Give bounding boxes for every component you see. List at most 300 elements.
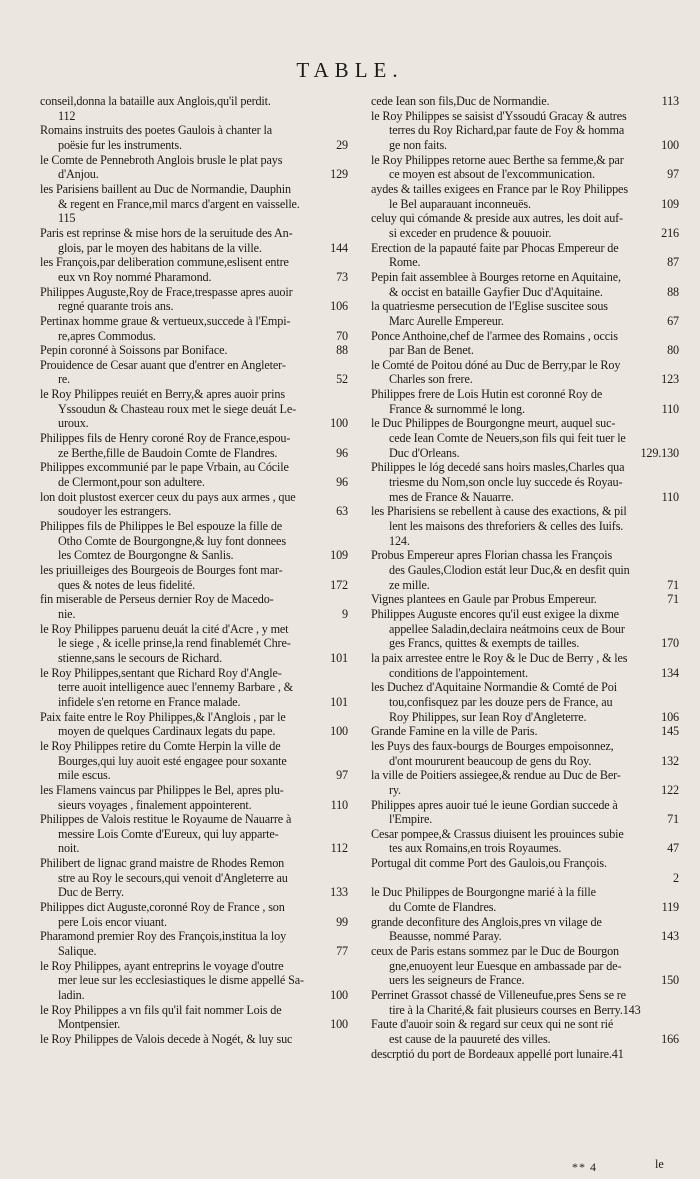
page-reference: 106 — [330, 299, 348, 314]
entry-text: & regent en France,mil marcs d'argent en vaisselle. — [58, 196, 300, 211]
page-title: TABLE. — [296, 58, 404, 82]
entry-text: le Bel auparauant inconneuës. — [389, 196, 531, 211]
entry-line — [40, 900, 348, 915]
entry-text: Prouidence de Cesar auant que d'entrer en Angleter- — [40, 357, 286, 372]
entry-text: le Comté de Poitou dóné au Duc de Berry,par le Roy — [371, 357, 621, 372]
entry-line — [371, 226, 679, 241]
entry-line — [371, 343, 679, 358]
entry-line — [40, 754, 348, 769]
page-reference: 100 — [330, 416, 348, 431]
entry-text: Grande Famine en la ville de Paris. — [371, 724, 538, 739]
entry-text: Roy Philippes, sur Iean Roy d'Angleterre. — [389, 709, 587, 724]
entry-text: celuy qui cómande & preside aux autres, les doit auf- — [371, 211, 623, 226]
entry-line — [40, 94, 348, 109]
entry-line — [40, 798, 348, 813]
entry-line — [40, 387, 348, 402]
page-reference: 70 — [336, 328, 348, 343]
entry-text: Paris est reprinse & mise hors de la seruitude des An- — [40, 225, 293, 240]
entry-line — [371, 94, 679, 109]
index-entry — [371, 504, 679, 548]
page-reference: 132 — [661, 753, 679, 768]
entry-line — [40, 841, 348, 856]
entry-text: glois, par le moyen des habitans de la ville. — [58, 240, 262, 255]
entry-line — [40, 358, 348, 373]
entry-text: fin miserable de Perseus dernier Roy de Macedo- — [40, 592, 274, 607]
entry-line — [40, 372, 348, 387]
entry-line — [40, 270, 348, 285]
entry-text: Yssoudun & Chasteau roux met le siege deuát Le- — [58, 401, 296, 416]
entry-line — [371, 798, 679, 813]
page-reference: 134 — [661, 665, 679, 680]
entry-text: le Roy Philippes retorne auec Berthe sa femme,& par — [371, 152, 624, 167]
index-entry — [40, 343, 348, 358]
page-reference: 100 — [330, 988, 348, 1003]
entry-line — [371, 153, 679, 168]
entry-line — [40, 446, 348, 461]
entry-text: Philippes le lóg decedé sans hoirs masles,Charles qua — [371, 460, 625, 475]
index-entry — [40, 563, 348, 592]
entry-text: par Ban de Benet. — [389, 343, 474, 358]
entry-text: la quatriesme persecution de l'Eglise suscitee sous — [371, 299, 608, 314]
entry-line — [40, 504, 348, 519]
entry-text: Pepin fait assemblee à Bourges retorne en Aquitaine, — [371, 269, 621, 284]
entry-line — [40, 138, 348, 153]
entry-line — [371, 167, 679, 182]
entry-line — [371, 490, 679, 505]
entry-text: Philippes apres auoir tué le ieune Gordian succede à — [371, 797, 618, 812]
entry-line — [40, 475, 348, 490]
page-reference: 110 — [661, 489, 679, 504]
entry-text: ges Francs, quittes & exempts de tailles. — [389, 636, 580, 651]
entry-text: Marc Aurelle Empereur. — [389, 313, 504, 328]
entry-text: lent les maisons des threforiers & celles des Iuifs. — [389, 519, 624, 534]
entry-line — [371, 387, 679, 402]
entry-text: uroux. — [58, 416, 89, 431]
entry-text: le Duc Philippes de Bourgongne meurt, auquel suc- — [371, 416, 616, 431]
entry-line — [40, 578, 348, 593]
entry-line — [371, 182, 679, 197]
entry-text: Ponce Anthoine,chef de l'armee des Romains , occis — [371, 328, 618, 343]
index-entry — [40, 929, 348, 958]
page-reference: 122 — [661, 782, 679, 797]
entry-text: mile escus. — [58, 768, 111, 783]
entry-text: stienne,sans le secours de Richard. — [58, 650, 222, 665]
entry-text: Duc d'Orleans. — [389, 445, 460, 460]
entry-line — [371, 636, 679, 651]
page-reference: 145 — [661, 724, 679, 739]
entry-line — [40, 622, 348, 637]
entry-text: le Roy Philippes,sentant que Richard Roy d'Angle- — [40, 665, 282, 680]
entry-line — [371, 241, 679, 256]
entry-text: re,apres Commodus. — [58, 328, 156, 343]
entry-text: ge non faits. — [389, 137, 447, 152]
index-entry — [40, 358, 348, 387]
index-entry — [40, 519, 348, 563]
entry-text: stre au Roy le secours,qui venoit d'Angleterre au — [58, 870, 288, 885]
entry-text: eux vn Roy nommé Pharamond. — [58, 269, 212, 284]
index-entry — [40, 959, 348, 1003]
index-entry — [371, 915, 679, 944]
entry-line — [371, 783, 679, 798]
entry-line — [371, 607, 679, 622]
page-reference: 80 — [667, 343, 679, 358]
catchword: le — [655, 1157, 664, 1171]
index-entry — [371, 270, 679, 299]
entry-line — [40, 929, 348, 944]
entry-text: Portugal dit comme Port des Gaulois,ou François. — [371, 856, 607, 871]
entry-line — [40, 123, 348, 138]
index-entry — [371, 768, 679, 797]
index-entry — [371, 1047, 679, 1062]
entry-line — [371, 812, 679, 827]
index-entry — [40, 856, 348, 900]
entry-line — [371, 827, 679, 842]
index-entry — [40, 1032, 348, 1047]
index-entry — [371, 856, 679, 885]
entry-text: le siege , & icelle prinse,la rend finablemét Chre- — [58, 636, 291, 651]
index-entry — [371, 680, 679, 724]
entry-line — [371, 944, 679, 959]
page-reference: 170 — [661, 636, 679, 651]
index-entry — [371, 885, 679, 914]
entry-line — [371, 519, 679, 534]
entry-text: poësie fur les instruments. — [58, 137, 182, 152]
entry-line — [371, 446, 679, 461]
entry-text: ry. — [389, 782, 401, 797]
entry-text: ques & notes de leus fidelité. — [58, 577, 195, 592]
index-entry — [40, 739, 348, 783]
entry-line — [371, 973, 679, 988]
index-entry — [371, 182, 679, 211]
index-entry — [371, 739, 679, 768]
page-reference: 97 — [667, 167, 679, 182]
index-entry — [40, 622, 348, 666]
entry-text: Philippes de Valois restitue le Royaume de Nauarre à — [40, 812, 292, 827]
entry-text: les Duchez d'Aquitaine Normandie & Comté de Poi — [371, 680, 617, 695]
index-entry — [371, 241, 679, 270]
entry-text: les priuilleiges des Bourgeois de Bourges font mar- — [40, 563, 283, 577]
entry-text: grande deconfiture des Anglois,pres vn vilage de — [371, 914, 602, 929]
entry-line — [371, 754, 679, 769]
index-entry — [40, 900, 348, 929]
entry-text: des Gaules,Clodion estát leur Duc,& en desfit quin — [389, 563, 630, 577]
index-entry — [40, 387, 348, 431]
entry-line — [40, 783, 348, 798]
page-reference: 110 — [330, 797, 348, 812]
entry-text: le Roy Philippes paruenu deuát la cité d'Acre , y met — [40, 621, 289, 636]
index-entry — [40, 783, 348, 812]
entry-line — [40, 314, 348, 329]
entry-line — [371, 534, 679, 549]
entry-line — [371, 270, 679, 285]
entry-text: d'Anjou. — [58, 167, 99, 182]
entry-text: Romains instruits des poetes Gaulois à chanter la — [40, 123, 272, 138]
page-reference: 73 — [336, 269, 348, 284]
entry-line — [371, 1047, 679, 1062]
entry-line — [40, 944, 348, 959]
entry-text: messire Lois Comte d'Eureux, qui luy apparte- — [58, 826, 279, 841]
entry-text: sieurs voyages , finalement appointerent. — [58, 797, 252, 812]
entry-line — [371, 1017, 679, 1032]
entry-text: les Parisiens baillent au Duc de Normandie, Dauphin — [40, 181, 291, 196]
entry-text: Philibert de lignac grand maistre de Rhodes Remon — [40, 856, 285, 871]
entry-line — [371, 841, 679, 856]
index-entry — [40, 812, 348, 856]
entry-line — [371, 138, 679, 153]
entry-line — [40, 666, 348, 681]
entry-text: Salique. — [58, 944, 97, 959]
entry-line — [40, 534, 348, 549]
page-reference: 47 — [667, 841, 679, 856]
entry-text: soudoyer les estrangers. — [58, 504, 172, 519]
entry-text: pere Lois encor viuant. — [58, 914, 167, 929]
entry-text: la ville de Poitiers assiegee,& rendue au Duc de Ber- — [371, 768, 621, 783]
entry-line — [371, 504, 679, 519]
page-reference: 150 — [661, 973, 679, 988]
entry-text: 124. — [389, 533, 410, 548]
entry-line — [40, 959, 348, 974]
entry-line — [40, 988, 348, 1003]
entry-text: tou,confisquez par les douze pers de France, au — [389, 694, 613, 709]
entry-line — [371, 285, 679, 300]
page-reference: 123 — [661, 372, 679, 387]
index-entry — [371, 724, 679, 739]
entry-text: si exceder en prudence & pouuoir. — [389, 225, 552, 240]
entry-line — [40, 871, 348, 886]
entry-text: Philippes dict Auguste,coronné Roy de France , son — [40, 900, 285, 915]
entry-line — [40, 255, 348, 270]
index-entry — [371, 592, 679, 607]
entry-line — [40, 563, 348, 578]
entry-text: moyen de quelques Cardinaux legats du pape. — [58, 724, 276, 739]
entry-line — [371, 329, 679, 344]
entry-text: le Roy Philippes de Valois decede à Nogét, & luy suc — [40, 1032, 293, 1046]
index-entry — [40, 592, 348, 621]
entry-text: regné quarante trois ans. — [58, 299, 174, 314]
entry-text: le Comte de Pennebroth Anglois brusle le plat pays — [40, 152, 283, 167]
entry-line — [40, 197, 348, 212]
entry-text: re. — [58, 372, 71, 387]
entry-text: conditions de l'appointement. — [389, 665, 528, 680]
index-entry — [371, 944, 679, 988]
index-entry — [371, 988, 679, 1017]
entry-text: ze Berthe,fille de Baudoin Comte de Flandres. — [58, 445, 278, 460]
entry-text: le Roy Philippes a vn fils qu'il fait nommer Lois de — [40, 1002, 282, 1017]
page-reference: 100 — [330, 1017, 348, 1032]
entry-text: Pharamond premier Roy des François,institua la loy — [40, 929, 287, 944]
entry-text: Cesar pompee,& Crassus diuisent les prouinces subie — [371, 826, 624, 841]
entry-line — [40, 812, 348, 827]
index-entry — [40, 490, 348, 519]
entry-text: mer leue sur les ecclesiastiques le disme appellé Sa- — [58, 973, 304, 988]
index-entry — [371, 416, 679, 460]
entry-line — [40, 695, 348, 710]
entry-line — [40, 109, 348, 124]
entry-text: du Comte de Flandres. — [389, 900, 497, 915]
entry-text: & occist en bataille Gayfier Duc d'Aquitaine. — [389, 284, 603, 299]
index-entry — [40, 285, 348, 314]
entry-text: mes de France & Nauarre. — [389, 489, 514, 504]
entry-text: ce moyen est absout de l'excommunication. — [389, 167, 595, 182]
entry-line — [371, 959, 679, 974]
index-entry — [371, 153, 679, 182]
entry-line — [371, 460, 679, 475]
entry-line — [40, 460, 348, 475]
entry-line — [40, 226, 348, 241]
page-reference: 87 — [667, 255, 679, 270]
entry-text: Perrinet Grassot chassé de Villeneufue,pres Sens se re — [371, 988, 626, 1003]
index-entry — [40, 1003, 348, 1032]
entry-text: Paix faite entre le Roy Philippes,& l'Anglois , par le — [40, 709, 286, 724]
entry-text: cede Iean Comte de Neuers,son fils qui feit tuer le — [389, 431, 626, 446]
page-reference: 106 — [661, 709, 679, 724]
entry-line — [371, 710, 679, 725]
entry-text: lon doit plustost exercer ceux du pays aux armes , que — [40, 489, 296, 504]
entry-line — [40, 856, 348, 871]
index-entry — [371, 329, 679, 358]
page-reference: 71 — [667, 592, 679, 607]
entry-line — [40, 211, 348, 226]
entry-text: Philippes frere de Lois Hutin est coronné Roy de — [371, 387, 603, 402]
page-reference: 129.130 — [640, 445, 679, 460]
entry-text: uers les seigneurs de France. — [389, 973, 525, 988]
entry-text: Philippes fils de Philippes le Bel espouze la fille de — [40, 519, 283, 534]
entry-text: infidele s'en retorne en France malade. — [58, 694, 241, 709]
entry-text: cede Iean son fils,Duc de Normandie. — [371, 94, 550, 108]
entry-text: les Puys des faux-bourgs de Bourges empoisonnez, — [371, 738, 614, 753]
index-entry — [40, 431, 348, 460]
entry-text: la paix arrestee entre le Roy & le Duc de Berry , & les — [371, 650, 628, 665]
page-reference: 63 — [336, 504, 348, 519]
page-reference: 29 — [336, 137, 348, 152]
index-column-right — [371, 94, 679, 1061]
entry-line — [371, 431, 679, 446]
page-reference: 67 — [667, 313, 679, 328]
page-reference: 109 — [330, 548, 348, 563]
entry-line — [371, 768, 679, 783]
entry-line — [371, 856, 679, 871]
entry-line — [371, 1003, 679, 1018]
page-reference: 52 — [336, 372, 348, 387]
entry-line — [40, 153, 348, 168]
entry-line — [40, 241, 348, 256]
entry-line — [371, 416, 679, 431]
index-entry — [371, 798, 679, 827]
index-entry — [40, 226, 348, 255]
entry-line — [371, 255, 679, 270]
entry-text: ze mille. — [389, 577, 430, 592]
index-entry — [371, 827, 679, 856]
entry-line — [40, 490, 348, 505]
entry-line — [371, 666, 679, 681]
entry-text: triesme du Nom,son oncle luy succede és Royau- — [389, 475, 623, 490]
entry-line — [371, 372, 679, 387]
entry-line — [371, 651, 679, 666]
page-reference: 99 — [336, 914, 348, 929]
entry-line — [40, 1032, 348, 1047]
page-reference: 97 — [336, 768, 348, 783]
entry-text: les Flamens vaincus par Philippes le Bel, apres plu- — [40, 782, 284, 797]
page-reference: 71 — [667, 812, 679, 827]
entry-line — [40, 827, 348, 842]
entry-line — [371, 739, 679, 754]
entry-line — [371, 680, 679, 695]
entry-text: les François,par deliberation commune,eslisent entre — [40, 255, 289, 270]
page-reference: 110 — [661, 401, 679, 416]
entry-line — [40, 636, 348, 651]
index-entry — [40, 255, 348, 284]
index-entry — [371, 607, 679, 651]
entry-line — [371, 592, 679, 607]
entry-text: Beausse, nommé Paray. — [389, 929, 502, 944]
entry-line — [40, 285, 348, 300]
entry-line — [40, 548, 348, 563]
entry-text: Faute d'auoir soin & regard sur ceux qui ne sont rié — [371, 1017, 614, 1032]
entry-line — [40, 915, 348, 930]
page-reference: 119 — [661, 900, 679, 915]
entry-line — [371, 622, 679, 637]
entry-line — [371, 475, 679, 490]
page-reference: 101 — [330, 650, 348, 665]
entry-line — [371, 548, 679, 563]
page-reference: 9 — [342, 606, 348, 621]
entry-text: Philippes Auguste encores qu'il eust exigee la dixme — [371, 606, 619, 621]
entry-text: le Roy Philippes retire du Comte Herpin la ville de — [40, 738, 281, 753]
index-entry — [40, 153, 348, 182]
page-reference: 96 — [336, 445, 348, 460]
entry-text: Philippes fils de Henry coroné Roy de France,espou- — [40, 431, 291, 446]
entry-line — [371, 724, 679, 739]
entry-line — [40, 182, 348, 197]
entry-line — [371, 109, 679, 124]
entry-line — [40, 973, 348, 988]
entry-text: Vignes plantees en Gaule par Probus Empereur. — [371, 592, 597, 607]
page-reference: 216 — [661, 225, 679, 240]
entry-text: le Duc Philippes de Bourgongne marié à la fille — [371, 885, 596, 900]
entry-line — [40, 1017, 348, 1032]
entry-text: descrptió du port de Bordeaux appellé port lunaire.41 — [371, 1046, 624, 1061]
page-reference: 113 — [661, 94, 679, 108]
index-entry — [371, 1017, 679, 1046]
entry-text: tire à la Charité,& fait plusieurs courses en Berry.143 — [389, 1002, 641, 1017]
index-entry — [40, 460, 348, 489]
entry-line — [40, 343, 348, 358]
index-entry — [40, 666, 348, 710]
entry-text: les Pharisiens se rebellent à cause des exactions, & pil — [371, 504, 627, 519]
entry-text: le Roy Philippes, ayant entreprins le voyage d'outre — [40, 958, 284, 973]
entry-text: 112 — [58, 108, 76, 123]
entry-line — [371, 358, 679, 373]
page-reference: 88 — [667, 284, 679, 299]
entry-text: Probus Empereur apres Florian chassa les François — [371, 548, 613, 563]
entry-line — [40, 592, 348, 607]
entry-line — [40, 724, 348, 739]
entry-text: conseil,donna la bataille aux Anglois,qu'il perdit. — [40, 94, 271, 108]
page-reference: 88 — [336, 343, 348, 358]
entry-text: 115 — [58, 211, 76, 226]
index-entry — [40, 123, 348, 152]
entry-line — [40, 416, 348, 431]
entry-text: Duc de Berry. — [58, 885, 124, 900]
entry-line — [40, 651, 348, 666]
index-entry — [371, 94, 679, 109]
index-entry — [40, 94, 348, 123]
entry-text: aydes & tailles exigees en France par le Roy Philippes — [371, 181, 628, 196]
entry-line — [371, 563, 679, 578]
index-entry — [40, 710, 348, 739]
page-reference: 129 — [330, 167, 348, 182]
entry-text: est cause de la pauureté des villes. — [389, 1032, 551, 1046]
